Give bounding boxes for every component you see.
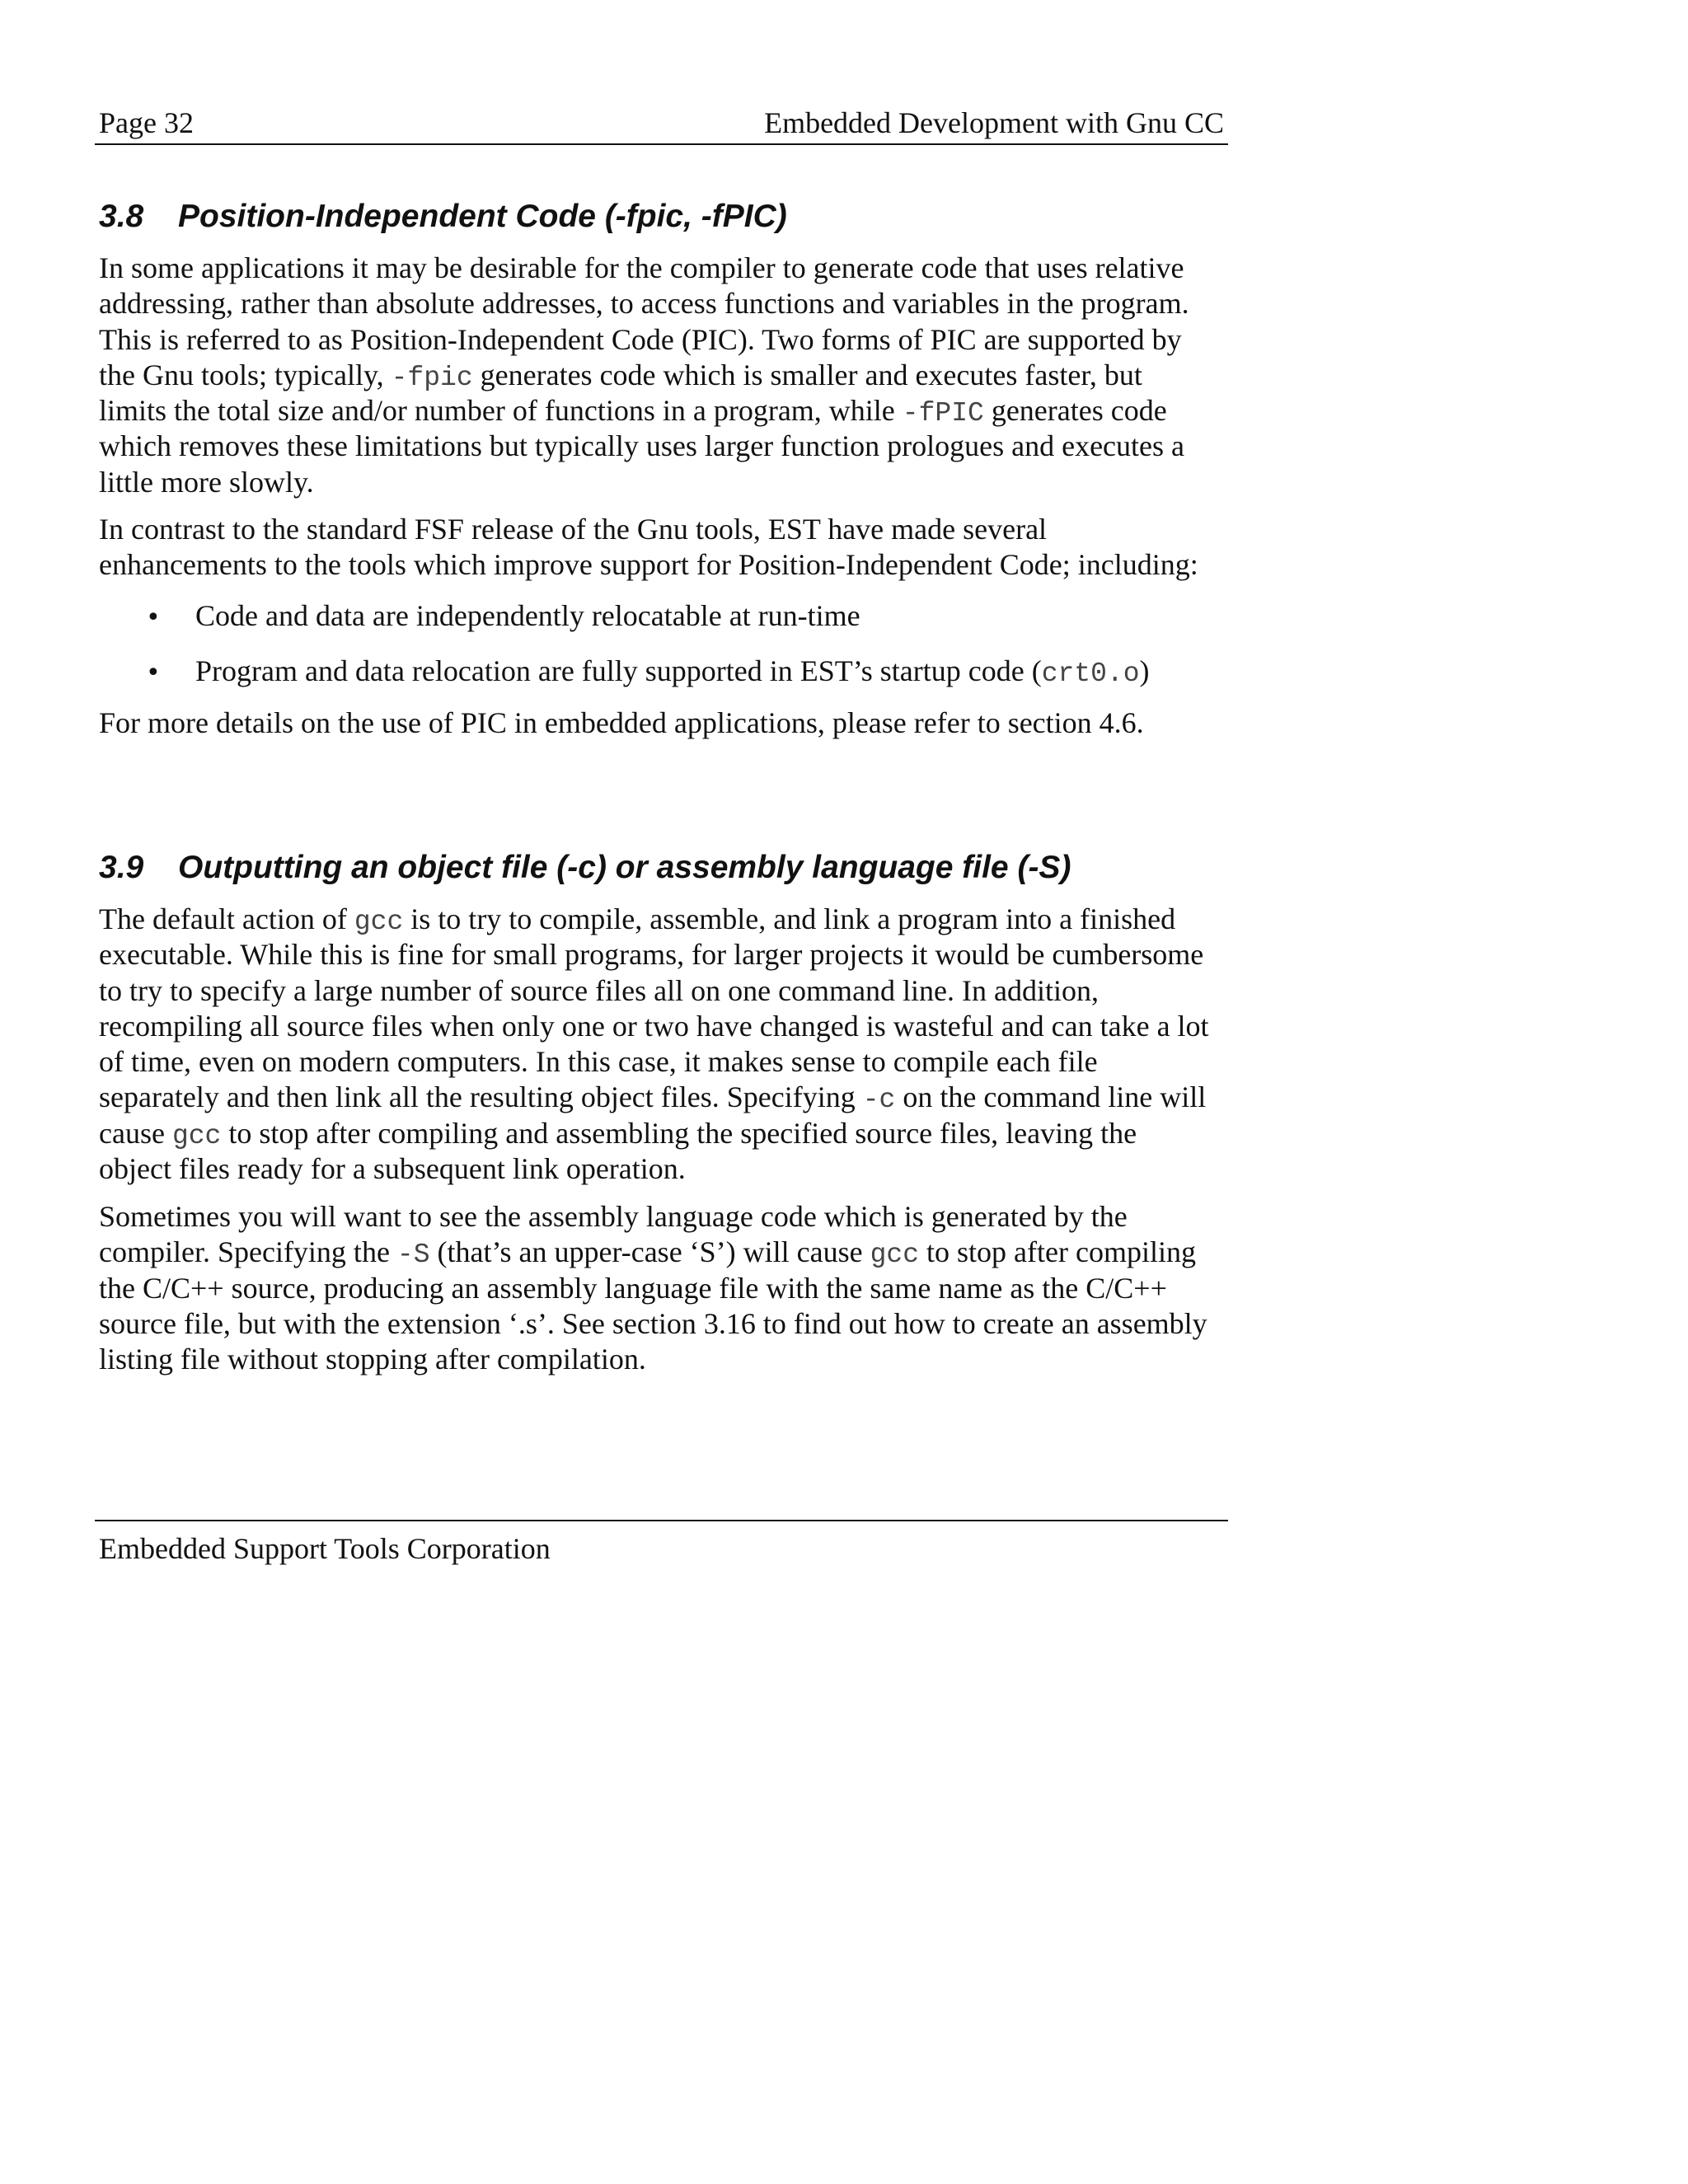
paragraph-pic-reference <box>99 705 1236 741</box>
text-line: enhancements to the tools which improve support for Position-Independent Code; including: <box>99 548 1198 582</box>
text-line <box>99 1116 1236 1151</box>
running-title: Embedded Development with Gnu CC <box>764 106 1224 139</box>
section-title: Outputting an object file (-c) or assembly language file (-S) <box>178 850 1071 885</box>
paragraph-est-enhancements <box>99 512 1236 583</box>
inline-code: -fpic <box>391 362 473 393</box>
inline-code: -fPIC <box>902 398 984 429</box>
text-run: The default action of <box>99 902 354 935</box>
inline-code: -c <box>862 1085 896 1116</box>
text-line: to try to specify a large number of source files all on one command line. In addition, <box>99 973 1099 1007</box>
text-line: little more slowly. <box>99 465 314 499</box>
section-number: 3.8 <box>99 199 144 234</box>
text-line: For more details on the use of PIC in embedded applications, please refer to section 4.6. <box>99 706 1144 739</box>
text-line: recompiling all source files when only one or two have changed is wasteful and can take a lot <box>99 1009 1209 1043</box>
text-run: generates code <box>983 394 1167 428</box>
paragraph-assembly-output <box>99 1199 1236 1377</box>
text-run: to stop after compiling <box>919 1235 1196 1269</box>
text-line: This is referred to as Position-Independent Code (PIC). Two forms of PIC are supported by <box>99 322 1182 356</box>
bullet-icon: • <box>146 658 161 687</box>
text-run: (that’s an upper-case ‘S’) will cause <box>429 1235 870 1269</box>
section-title: Position-Independent Code (-fpic, -fPIC) <box>178 199 787 234</box>
document-page <box>95 0 1228 2184</box>
inline-code: gcc <box>354 907 404 937</box>
text-run: the Gnu tools; typically, <box>99 358 392 391</box>
text-run: compiler. Specifying the <box>99 1235 397 1269</box>
inline-code: gcc <box>870 1240 920 1271</box>
bullet-text: Code and data are independently relocatable at run-time <box>195 599 860 632</box>
footer-company: Embedded Support Tools Corporation <box>99 1532 551 1565</box>
page-footer <box>95 1520 1228 1569</box>
bullet-item <box>146 595 860 639</box>
text-line <box>99 358 1236 393</box>
inline-code: -S <box>396 1240 430 1271</box>
text-line: of time, even on modern computers. In this case, it makes sense to compile each file <box>99 1045 1098 1079</box>
text-line: In contrast to the standard FSF release of the Gnu tools, EST have made several <box>99 513 1048 546</box>
text-line: In some applications it may be desirable for the compiler to generate code that uses relative <box>99 251 1184 284</box>
text-line: Sometimes you will want to see the assembly language code which is generated by the <box>99 1200 1128 1233</box>
bullet-text: ) <box>1139 654 1150 687</box>
text-line <box>99 393 1236 429</box>
inline-code: crt0.o <box>1041 658 1140 689</box>
bullet-text: Program and data relocation are fully supported in EST’s startup code ( <box>195 654 1042 687</box>
text-line <box>99 902 1236 937</box>
text-line: object files ready for a subsequent link operation. <box>99 1152 686 1186</box>
section-heading-3-8 <box>99 196 787 237</box>
text-line <box>99 1080 1236 1115</box>
text-run: separately and then link all the resulting object files. Specifying <box>99 1080 863 1114</box>
page-number: Page 32 <box>99 106 194 139</box>
paragraph-pic-intro <box>99 251 1236 500</box>
text-run: cause <box>99 1116 172 1150</box>
page-header <box>95 102 1228 145</box>
text-run: on the command line will <box>895 1080 1207 1114</box>
text-line: executable. While this is fine for small programs, for larger projects it would be cumbersome <box>99 938 1204 972</box>
text-line: the C/C++ source, producing an assembly language file with the same name as the C/C++ <box>99 1271 1167 1305</box>
text-line: which removes these limitations but typically uses larger function prologues and executes a <box>99 429 1184 463</box>
paragraph-gcc-default <box>99 902 1236 1187</box>
inline-code: gcc <box>171 1120 222 1151</box>
text-line <box>99 1235 1236 1270</box>
section-number: 3.9 <box>99 850 144 885</box>
text-run: limits the total size and/or number of functions in a program, while <box>99 394 903 428</box>
text-line: source file, but with the extension ‘.s’. See section 3.16 to find out how to create an assembly <box>99 1306 1207 1340</box>
section-heading-3-9 <box>99 847 1071 888</box>
text-run: to stop after compiling and assembling the specified source files, leaving the <box>221 1116 1137 1150</box>
bullet-icon: • <box>146 603 161 632</box>
text-run: generates code which is smaller and executes faster, but <box>472 358 1142 391</box>
text-run: is to try to compile, assemble, and link a program into a finished <box>403 902 1176 935</box>
bullet-item <box>146 650 1150 695</box>
text-line: listing file without stopping after compilation. <box>99 1343 646 1376</box>
text-line: addressing, rather than absolute addresses, to access functions and variables in the program. <box>99 287 1189 321</box>
